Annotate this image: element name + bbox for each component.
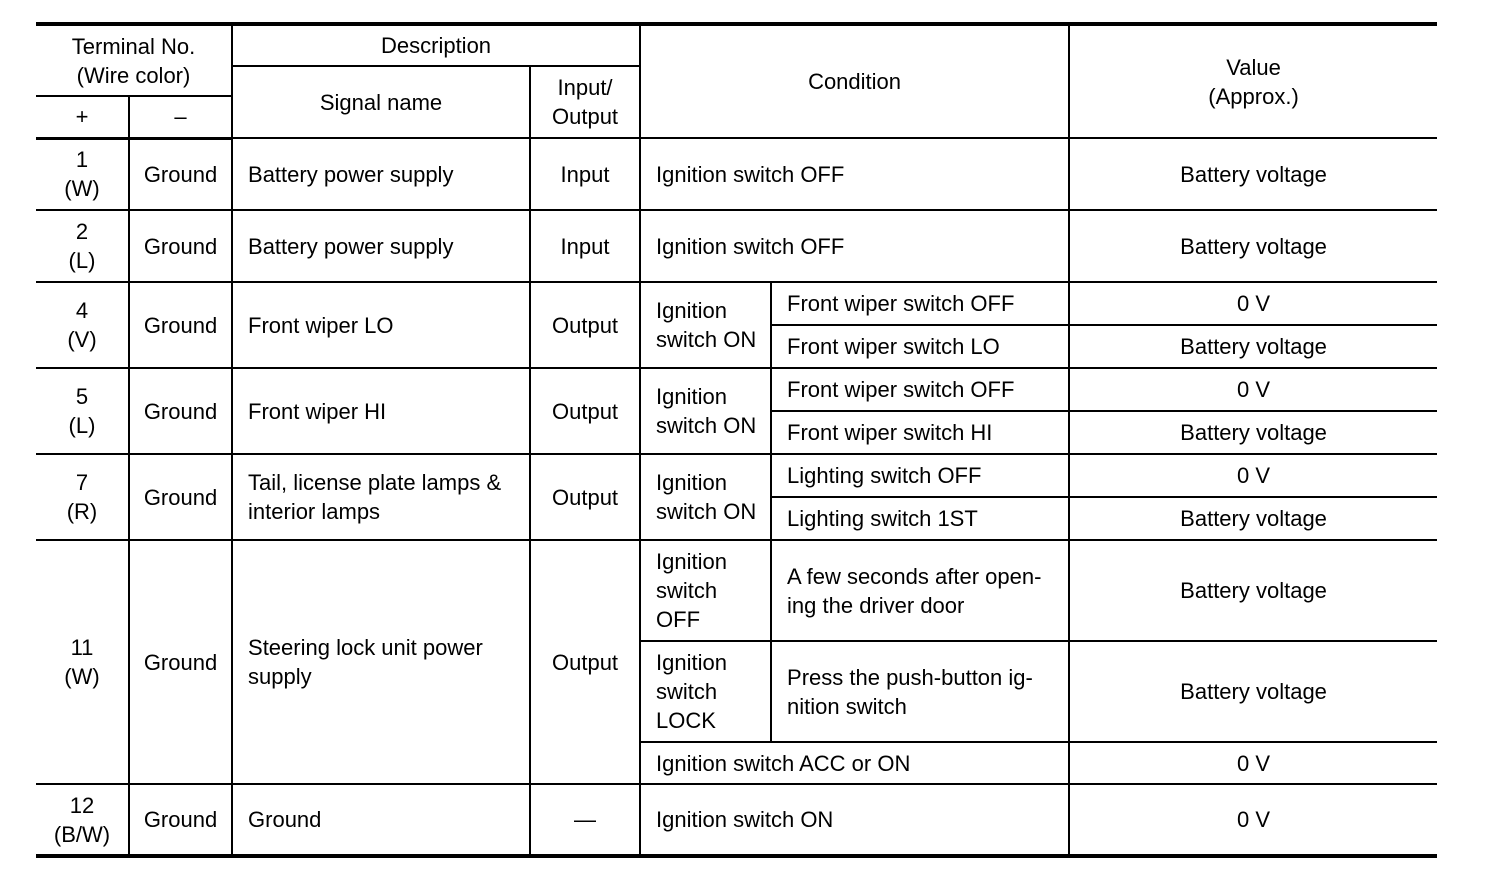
wire-color: (L)	[68, 413, 96, 438]
value-cell: 0 V	[1069, 742, 1437, 784]
value-header	[1069, 24, 1437, 138]
terminal-number: 11	[70, 635, 94, 660]
condition-main-line: Ignition	[656, 549, 727, 574]
ground-cell: Ground	[129, 454, 232, 540]
io-cell: Input	[530, 210, 640, 282]
condition-main-cell	[640, 540, 771, 641]
condition-sub-line: A few seconds after open-	[787, 563, 1042, 589]
value-cell: Battery voltage	[1069, 210, 1437, 282]
condition-main-line: LOCK	[656, 708, 716, 733]
description-header: Description	[232, 24, 640, 66]
condition-sub-cell	[771, 540, 1069, 641]
condition-header: Condition	[640, 24, 1069, 138]
approx-label: (Approx.)	[1208, 83, 1299, 109]
table-row	[36, 540, 1437, 641]
condition-sub-cell: Lighting switch 1ST	[771, 497, 1069, 540]
plus-header: +	[36, 96, 129, 138]
wire-color: (R)	[66, 499, 98, 524]
ground-cell: Ground	[129, 540, 232, 784]
condition-cell: Ignition switch ON	[640, 784, 1069, 856]
ground-cell: Ground	[129, 210, 232, 282]
terminal-cell	[36, 210, 129, 282]
condition-main-cell	[640, 368, 771, 454]
condition-main-line: Ignition	[656, 384, 727, 409]
terminal-cell	[36, 540, 129, 784]
value-cell: 0 V	[1069, 368, 1437, 411]
signal-cell: Ground	[232, 784, 530, 856]
io-cell: Output	[530, 282, 640, 368]
table-row	[36, 454, 1437, 497]
terminal-number: 12	[69, 792, 95, 818]
condition-main-line: Ignition	[656, 298, 727, 323]
wire-color: (V)	[67, 327, 97, 352]
signal-line: Tail, license plate lamps &	[248, 470, 502, 495]
signal-cell: Front wiper HI	[232, 368, 530, 454]
minus-header: –	[129, 96, 232, 138]
signal-line: interior lamps	[248, 499, 381, 524]
io-cell: —	[530, 784, 640, 856]
condition-main-line: Ignition	[656, 650, 727, 675]
io-cell: Output	[530, 454, 640, 540]
table-row	[36, 282, 1437, 325]
wire-color: (W)	[64, 176, 100, 202]
value-cell: 0 V	[1069, 282, 1437, 325]
condition-main-line: switch	[656, 679, 718, 704]
condition-main-line: switch ON	[656, 499, 757, 524]
ground-cell: Ground	[129, 784, 232, 856]
condition-main-cell	[640, 282, 771, 368]
terminal-table	[36, 22, 1437, 858]
terminal-no-header	[36, 24, 232, 96]
value-cell: Battery voltage	[1069, 540, 1437, 641]
table-row	[36, 784, 1437, 856]
wire-color: (L)	[68, 248, 96, 273]
wire-color: (W)	[64, 664, 100, 689]
ground-cell: Ground	[129, 282, 232, 368]
signal-line: Steering lock unit power	[248, 635, 483, 660]
condition-main-line: Ignition	[656, 470, 727, 495]
terminal-cell	[36, 282, 129, 368]
io-cell: Input	[530, 138, 640, 210]
io-label-2: Output	[552, 104, 619, 129]
value-cell: 0 V	[1069, 454, 1437, 497]
terminal-number: 2	[75, 219, 89, 244]
condition-sub-cell: Front wiper switch HI	[771, 411, 1069, 454]
signal-cell: Battery power supply	[232, 210, 530, 282]
condition-sub-line: Press the push-button ig-	[787, 664, 1033, 690]
signal-cell	[232, 454, 530, 540]
terminal-table-wrapper	[36, 22, 1437, 858]
value-cell: Battery voltage	[1069, 325, 1437, 368]
terminal-cell	[36, 368, 129, 454]
terminal-cell	[36, 454, 129, 540]
condition-sub-cell: Front wiper switch OFF	[771, 282, 1069, 325]
condition-sub-cell: Front wiper switch LO	[771, 325, 1069, 368]
terminal-number: 4	[75, 298, 89, 323]
io-cell: Output	[530, 368, 640, 454]
io-header	[530, 66, 640, 138]
signal-cell: Battery power supply	[232, 138, 530, 210]
condition-main-line: switch ON	[656, 413, 757, 438]
value-cell: Battery voltage	[1069, 411, 1437, 454]
ground-cell: Ground	[129, 368, 232, 454]
condition-main-line: switch	[656, 578, 718, 603]
io-label-1: Input/	[557, 75, 613, 100]
table-row	[36, 368, 1437, 411]
ground-cell: Ground	[129, 138, 232, 210]
wire-color-label: (Wire color)	[76, 62, 191, 88]
terminal-number: 5	[75, 384, 89, 409]
value-cell: Battery voltage	[1069, 641, 1437, 742]
terminal-cell	[36, 784, 129, 856]
signal-line: supply	[248, 664, 312, 689]
signal-cell: Front wiper LO	[232, 282, 530, 368]
condition-cell: Ignition switch ACC or ON	[640, 742, 1069, 784]
signal-cell	[232, 540, 530, 784]
value-cell: 0 V	[1069, 784, 1437, 856]
condition-sub-line: nition switch	[787, 693, 907, 719]
table-row	[36, 138, 1437, 210]
condition-sub-cell: Lighting switch OFF	[771, 454, 1069, 497]
terminal-number: 1	[75, 147, 89, 173]
condition-sub-cell	[771, 641, 1069, 742]
terminal-no-label: Terminal No.	[71, 33, 196, 59]
terminal-number: 7	[75, 470, 89, 495]
condition-cell: Ignition switch OFF	[640, 138, 1069, 210]
value-cell: Battery voltage	[1069, 138, 1437, 210]
signal-name-header: Signal name	[232, 66, 530, 138]
condition-sub-cell: Front wiper switch OFF	[771, 368, 1069, 411]
table-row	[36, 210, 1437, 282]
value-cell: Battery voltage	[1069, 497, 1437, 540]
condition-main-line: switch ON	[656, 327, 757, 352]
condition-main-cell	[640, 641, 771, 742]
condition-sub-line: ing the driver door	[787, 592, 965, 618]
condition-main-cell	[640, 454, 771, 540]
io-cell: Output	[530, 540, 640, 784]
condition-cell: Ignition switch OFF	[640, 210, 1069, 282]
terminal-cell	[36, 138, 129, 210]
header-row-1	[36, 24, 1437, 66]
value-label: Value	[1226, 54, 1281, 80]
wire-color: (B/W)	[53, 821, 111, 847]
condition-main-line: OFF	[656, 607, 701, 632]
